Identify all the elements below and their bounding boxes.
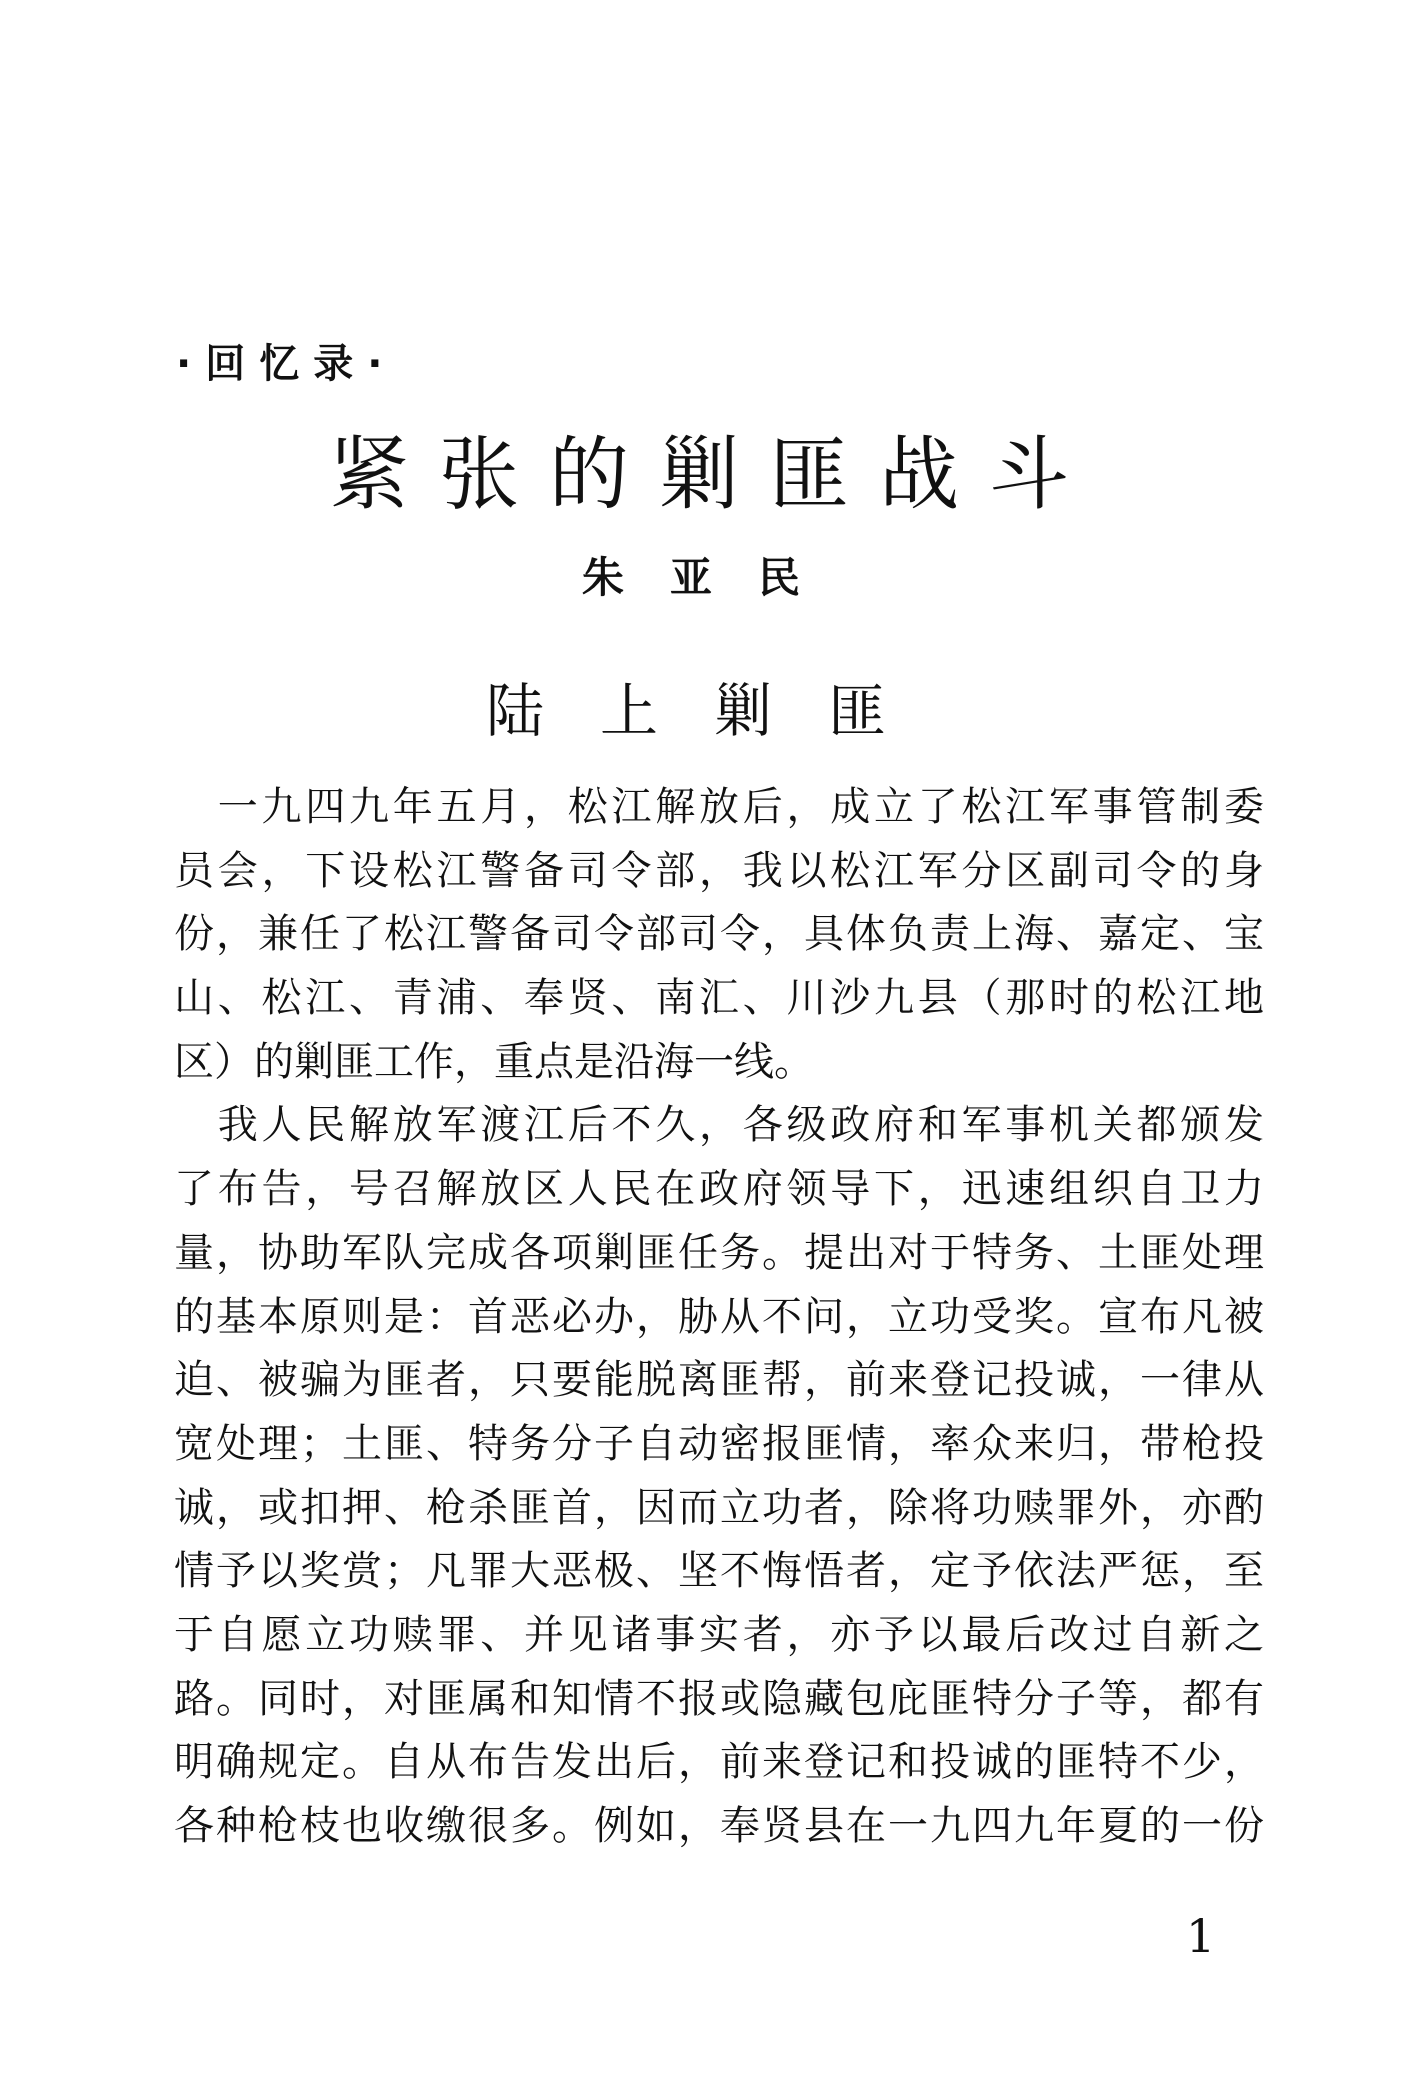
text-line: 路。同时，对匪属和知情不报或隐藏包庇匪特分子等，都有 (174, 1675, 1264, 1722)
text-line: 迫、被骗为匪者，只要能脱离匪帮，前来登记投诚，一律从 (174, 1357, 1264, 1404)
page-number: 1 (1186, 1909, 1216, 1963)
text-line: 明确规定。自从布告发出后，前来登记和投诚的匪特不少， (174, 1739, 1264, 1786)
text-line: 我人民解放军渡江后不久，各级政府和军事机关都颁发 (174, 1102, 1264, 1149)
text-line: 份，兼任了松江警备司令部司令，具体负责上海、嘉定、宝 (174, 911, 1264, 958)
author-name: 朱亚民 (581, 553, 846, 602)
text-line: 一九四九年五月，松江解放后，成立了松江军事管制委 (174, 784, 1264, 830)
column-label: ·回忆录· (176, 341, 397, 387)
body-text (174, 776, 1264, 1859)
text-line: 的基本原则是：首恶必办，胁从不问，立功受奖。宣布凡被 (174, 1293, 1264, 1340)
text-line: 了布告，号召解放区人民在政府领导下，迅速组织自卫力 (174, 1166, 1264, 1213)
text-line: 区）的剿匪工作，重点是沿海一线。 (174, 1038, 814, 1085)
text-line: 情予以奖赏；凡罪大恶极、坚不悔悟者，定予依法严惩，至 (174, 1548, 1264, 1595)
paragraph-1 (174, 776, 1264, 1094)
section-title: 陆上剿匪 (485, 677, 942, 745)
text-line: 于自愿立功赎罪、并见诸事实者，亦予以最后改过自新之 (174, 1611, 1264, 1658)
text-line: 山、松江、青浦、奉贤、南汇、川沙九县（那时的松江地 (174, 975, 1264, 1022)
text-line: 员会，下设松江警备司令部，我以松江军分区副司令的身 (174, 847, 1264, 894)
text-line: 量，协助军队完成各项剿匪任务。提出对于特务、土匪处理 (174, 1229, 1264, 1276)
text-line: 诚，或扣押、枪杀匪首，因而立功者，除将功赎罪外，亦酌 (174, 1484, 1264, 1531)
paragraph-2 (174, 1094, 1264, 1858)
text-line: 各种枪枝也收缴很多。例如，奉贤县在一九四九年夏的一份 (174, 1803, 1264, 1849)
text-line: 宽处理；土匪、特务分子自动密报匪情，率众来归，带枪投 (174, 1420, 1264, 1467)
article-title: 紧张的剿匪战斗 (329, 428, 1099, 521)
